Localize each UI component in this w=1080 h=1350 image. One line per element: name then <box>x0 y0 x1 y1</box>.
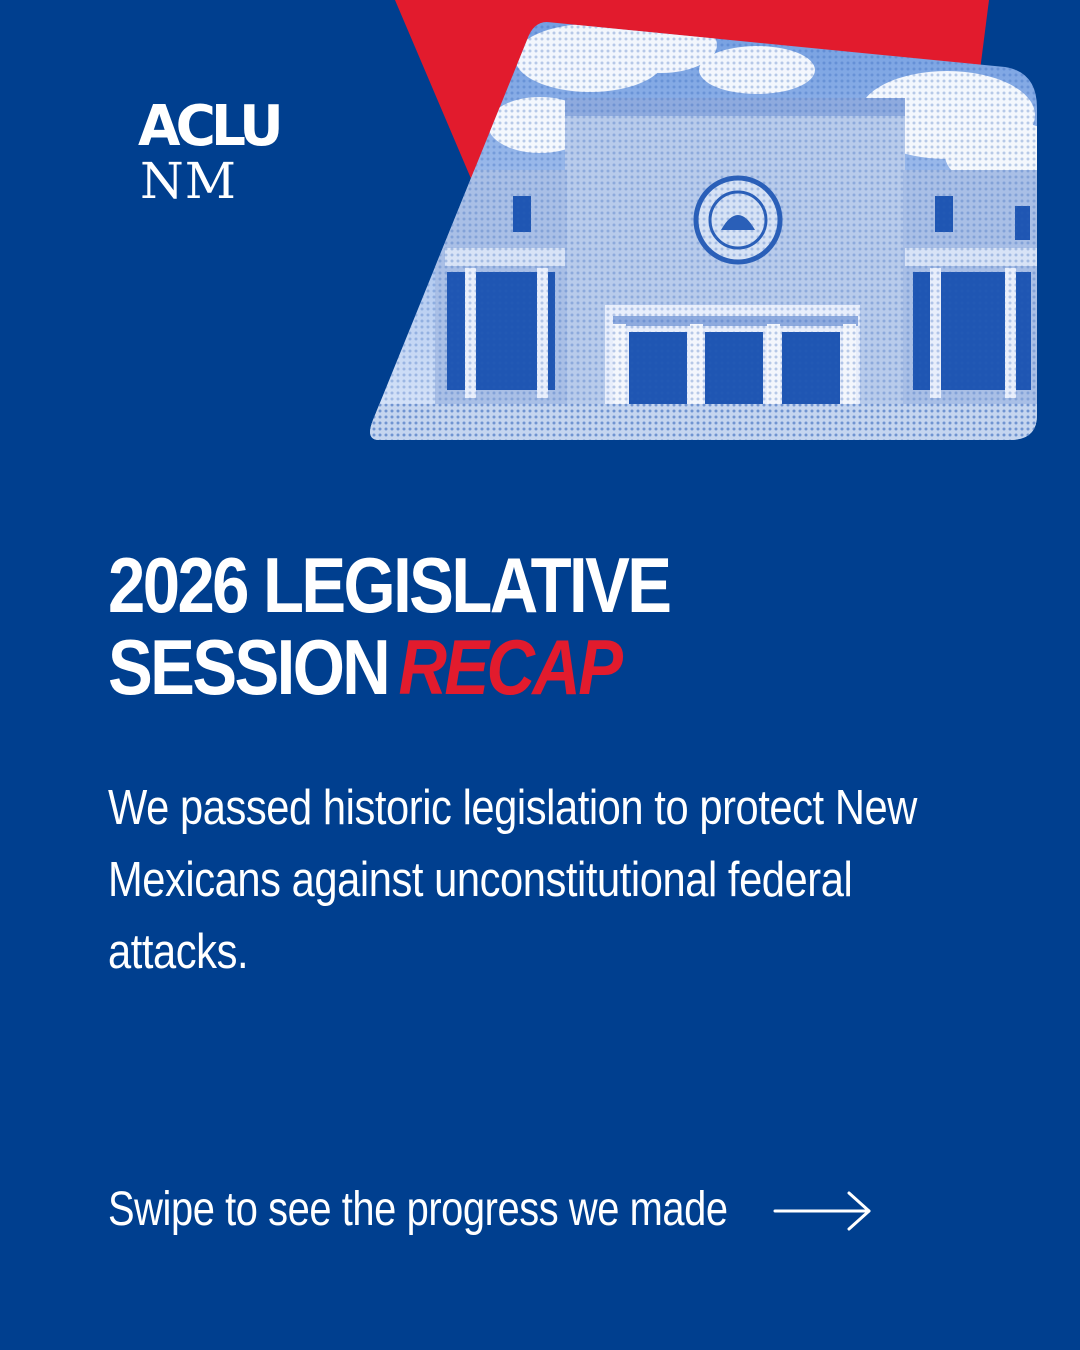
headline-recap: RECAP <box>398 623 621 711</box>
headline-line-2 <box>108 623 882 711</box>
swipe-text: Swipe to see the progress we made <box>108 1183 728 1236</box>
aclu-nm-logo <box>138 94 298 210</box>
headline-line-1: 2026 LEGISLATIVE <box>108 541 670 629</box>
logo-nm-text: NM <box>140 152 237 210</box>
headline <box>108 541 882 711</box>
logo-aclu-text: ACLU <box>138 94 279 159</box>
right-arrow-icon <box>773 1189 875 1233</box>
capitol-image <box>365 0 1080 450</box>
swipe-cta <box>108 1175 908 1245</box>
headline-session: SESSION <box>108 623 389 711</box>
body-text: We passed historic legislation to protect New Mexicans against unconstitutional federal attacks. <box>108 781 917 979</box>
